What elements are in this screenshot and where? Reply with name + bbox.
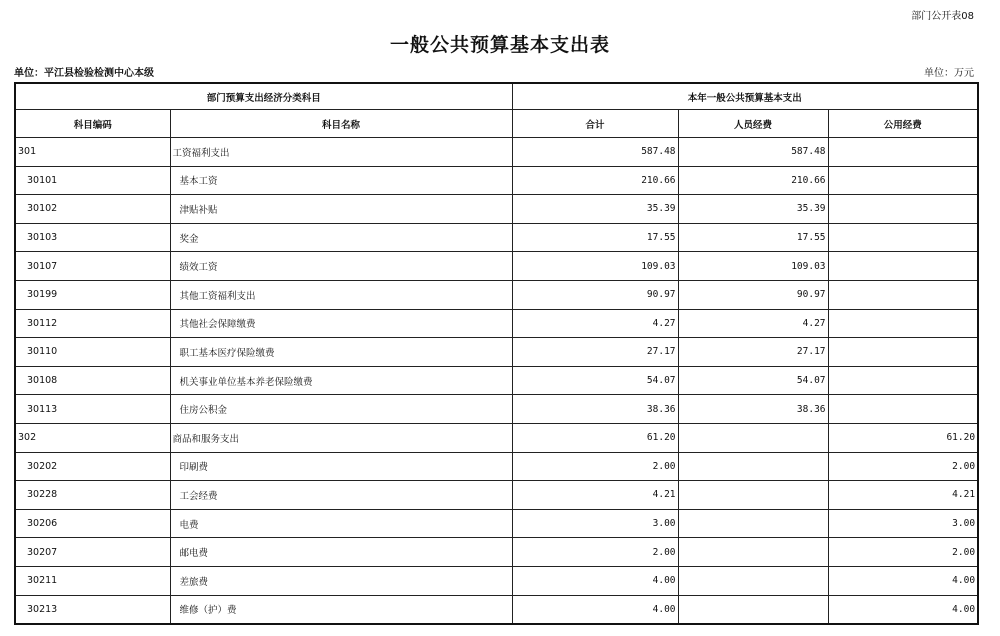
cell-personnel — [678, 538, 828, 567]
cell-personnel — [678, 566, 828, 595]
table-row — [15, 280, 978, 309]
budget-table — [14, 82, 979, 625]
page-title: 一般公共预算基本支出表 — [389, 34, 610, 56]
cell-name: 印刷费 — [170, 452, 512, 481]
cell-total: 4.27 — [512, 309, 678, 338]
table-row — [15, 481, 978, 510]
cell-name: 住房公积金 — [170, 395, 512, 424]
cell-public: 61.20 — [828, 423, 978, 452]
cell-personnel: 54.07 — [678, 366, 828, 395]
cell-code: 302 — [15, 423, 170, 452]
cell-public: 2.00 — [828, 538, 978, 567]
cell-total: 4.00 — [512, 595, 678, 624]
cell-total: 4.00 — [512, 566, 678, 595]
cell-total: 587.48 — [512, 138, 678, 167]
header-column-row — [15, 110, 978, 138]
cell-total: 3.00 — [512, 509, 678, 538]
table-row — [15, 223, 978, 252]
table-row — [15, 509, 978, 538]
table-row — [15, 166, 978, 195]
cell-total: 35.39 — [512, 195, 678, 224]
cell-public: 3.00 — [828, 509, 978, 538]
cell-personnel: 210.66 — [678, 166, 828, 195]
cell-code: 30207 — [15, 538, 170, 567]
cell-total: 17.55 — [512, 223, 678, 252]
table-row — [15, 452, 978, 481]
cell-public — [828, 138, 978, 167]
column-header-personnel: 人员经费 — [678, 110, 828, 138]
cell-public — [828, 366, 978, 395]
cell-public: 4.00 — [828, 566, 978, 595]
cell-personnel — [678, 481, 828, 510]
cell-public: 4.21 — [828, 481, 978, 510]
cell-name: 机关事业单位基本养老保险缴费 — [170, 366, 512, 395]
cell-public — [828, 280, 978, 309]
table-row — [15, 395, 978, 424]
cell-personnel: 4.27 — [678, 309, 828, 338]
cell-code: 30213 — [15, 595, 170, 624]
cell-personnel — [678, 595, 828, 624]
cell-personnel — [678, 423, 828, 452]
cell-total: 109.03 — [512, 252, 678, 281]
cell-name: 基本工资 — [170, 166, 512, 195]
cell-total: 2.00 — [512, 538, 678, 567]
column-header-total: 合计 — [512, 110, 678, 138]
cell-public — [828, 223, 978, 252]
cell-code: 30112 — [15, 309, 170, 338]
cell-code: 30113 — [15, 395, 170, 424]
unit-currency: 单位：万元 — [924, 68, 974, 79]
cell-name: 奖金 — [170, 223, 512, 252]
cell-code: 30206 — [15, 509, 170, 538]
cell-personnel: 35.39 — [678, 195, 828, 224]
cell-total: 90.97 — [512, 280, 678, 309]
cell-name: 工会经费 — [170, 481, 512, 510]
cell-code: 30103 — [15, 223, 170, 252]
table-row — [15, 366, 978, 395]
cell-code: 30110 — [15, 338, 170, 367]
table-row — [15, 309, 978, 338]
cell-total: 210.66 — [512, 166, 678, 195]
cell-public — [828, 195, 978, 224]
cell-total: 4.21 — [512, 481, 678, 510]
cell-total: 27.17 — [512, 338, 678, 367]
cell-public — [828, 395, 978, 424]
column-header-name: 科目名称 — [170, 110, 512, 138]
cell-code: 30108 — [15, 366, 170, 395]
cell-public — [828, 338, 978, 367]
cell-code: 30101 — [15, 166, 170, 195]
cell-public — [828, 166, 978, 195]
table-row — [15, 423, 978, 452]
table-row — [15, 252, 978, 281]
cell-total: 54.07 — [512, 366, 678, 395]
group-header-classification: 部门预算支出经济分类科目 — [15, 83, 512, 110]
cell-total: 61.20 — [512, 423, 678, 452]
cell-name: 职工基本医疗保险缴费 — [170, 338, 512, 367]
cell-total: 2.00 — [512, 452, 678, 481]
table-row — [15, 338, 978, 367]
table-row — [15, 595, 978, 624]
cell-code: 301 — [15, 138, 170, 167]
cell-name: 差旅费 — [170, 566, 512, 595]
cell-code: 30199 — [15, 280, 170, 309]
cell-personnel: 90.97 — [678, 280, 828, 309]
cell-personnel: 17.55 — [678, 223, 828, 252]
group-header-expenditure: 本年一般公共预算基本支出 — [512, 83, 978, 110]
cell-personnel: 109.03 — [678, 252, 828, 281]
cell-personnel — [678, 452, 828, 481]
cell-public — [828, 309, 978, 338]
cell-code: 30211 — [15, 566, 170, 595]
cell-code: 30202 — [15, 452, 170, 481]
cell-name: 电费 — [170, 509, 512, 538]
cell-name: 绩效工资 — [170, 252, 512, 281]
cell-total: 38.36 — [512, 395, 678, 424]
unit-organization: 单位：平江县检验检测中心本级 — [14, 68, 154, 79]
table-row — [15, 566, 978, 595]
column-header-code: 科目编码 — [15, 110, 170, 138]
header-group-row — [15, 83, 978, 110]
cell-name: 商品和服务支出 — [170, 423, 512, 452]
table-row — [15, 195, 978, 224]
cell-public: 2.00 — [828, 452, 978, 481]
cell-name: 其他工资福利支出 — [170, 280, 512, 309]
cell-personnel: 587.48 — [678, 138, 828, 167]
cell-code: 30102 — [15, 195, 170, 224]
column-header-public: 公用经费 — [828, 110, 978, 138]
cell-name: 工资福利支出 — [170, 138, 512, 167]
cell-public — [828, 252, 978, 281]
table-body — [15, 138, 978, 625]
cell-personnel — [678, 509, 828, 538]
cell-public: 4.00 — [828, 595, 978, 624]
cell-name: 邮电费 — [170, 538, 512, 567]
cell-personnel: 38.36 — [678, 395, 828, 424]
table-row — [15, 138, 978, 167]
cell-code: 30228 — [15, 481, 170, 510]
table-row — [15, 538, 978, 567]
cell-name: 津贴补贴 — [170, 195, 512, 224]
cell-name: 维修（护）费 — [170, 595, 512, 624]
cell-code: 30107 — [15, 252, 170, 281]
cell-name: 其他社会保障缴费 — [170, 309, 512, 338]
cell-personnel: 27.17 — [678, 338, 828, 367]
form-code: 部门公开表08 — [911, 11, 974, 22]
